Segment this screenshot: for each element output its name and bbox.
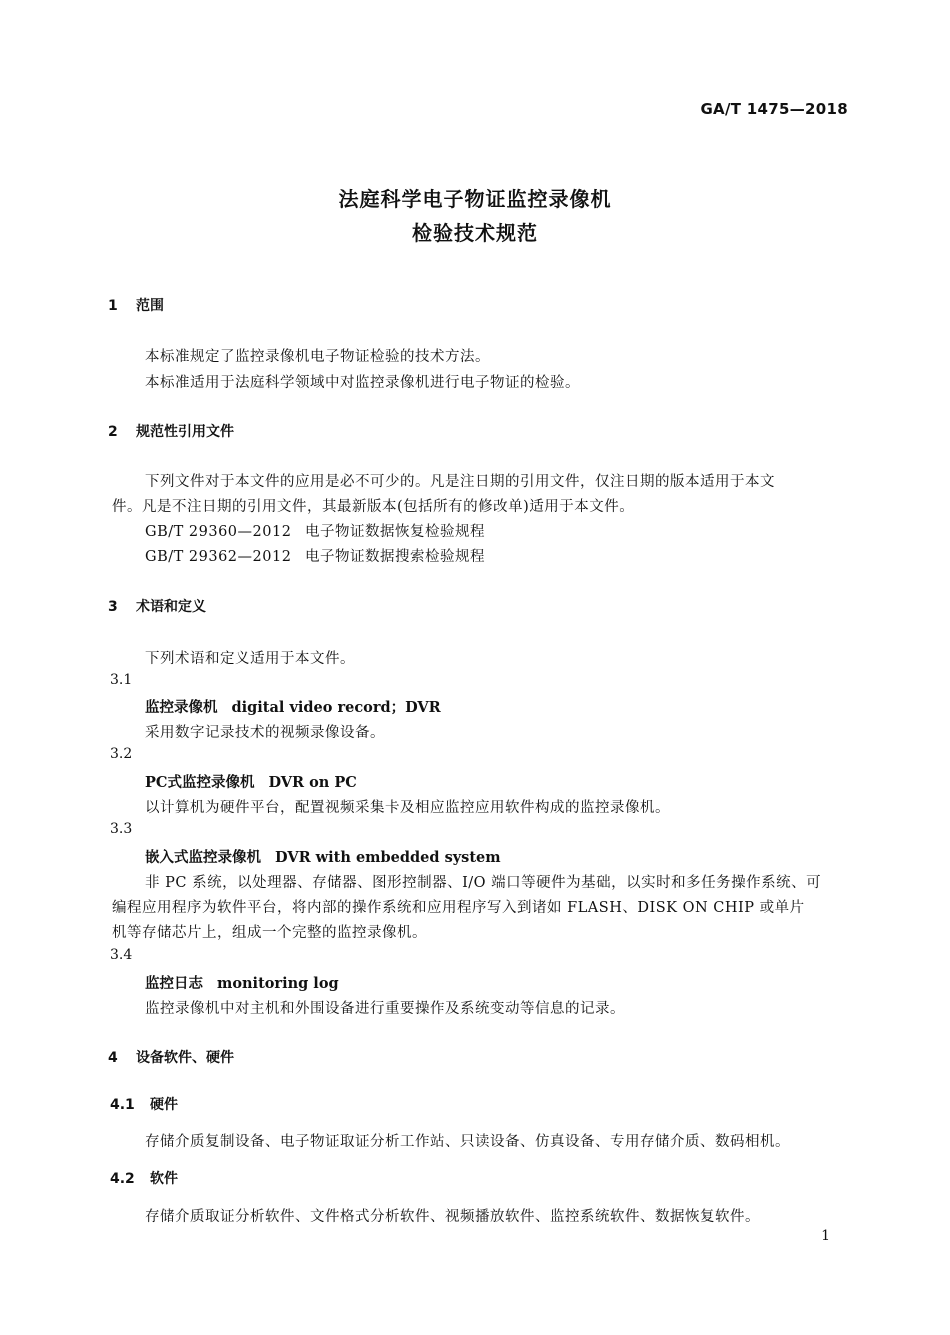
term-en: digital video record；DVR <box>231 699 441 716</box>
term-en: DVR on PC <box>268 774 357 791</box>
term-heading <box>145 771 357 792</box>
term-heading <box>145 846 501 867</box>
term-en: DVR with embedded system <box>275 849 501 866</box>
document-title-line1: 法庭科学电子物证监控录像机 <box>338 187 612 211</box>
term-number: 3.2 <box>110 746 133 762</box>
subsection-title: 硬件 <box>150 1097 178 1113</box>
document-title-line2: 检验技术规范 <box>412 221 538 245</box>
section-title: 规范性引用文件 <box>136 424 234 440</box>
section-2-heading <box>108 421 234 441</box>
normative-reference <box>145 520 485 541</box>
normative-reference <box>145 545 485 566</box>
paragraph: 存储介质复制设备、电子物证取证分析工作站、只读设备、仿真设备、专用存储介质、数码相机。 <box>145 1134 790 1150</box>
subsection-4-2-heading <box>110 1168 178 1188</box>
term-zh: 监控录像机 <box>145 699 218 716</box>
term-definition: 以计算机为硬件平台，配置视频采集卡及相应监控应用软件构成的监控录像机。 <box>145 800 670 816</box>
term-definition: 非 PC 系统，以处理器、存储器、图形控制器、I/O 端口等硬件为基础，以实时和多任务操作系统、可 <box>145 875 822 891</box>
section-4-heading <box>108 1047 234 1067</box>
subsection-number: 4.2 <box>110 1171 135 1187</box>
subsection-4-1-heading <box>110 1094 178 1114</box>
term-definition: 监控录像机中对主机和外围设备进行重要操作及系统变动等信息的记录。 <box>145 1001 625 1017</box>
section-number: 1 <box>108 298 118 314</box>
term-zh: PC式监控录像机 <box>145 774 255 791</box>
reference-name: 电子物证数据恢复检验规程 <box>305 524 485 540</box>
subsection-number: 4.1 <box>110 1097 135 1113</box>
paragraph: 存储介质取证分析软件、文件格式分析软件、视频播放软件、监控系统软件、数据恢复软件。 <box>145 1209 760 1225</box>
term-en: monitoring log <box>217 975 339 992</box>
term-zh: 嵌入式监控录像机 <box>145 849 261 866</box>
term-definition: 采用数字记录技术的视频录像设备。 <box>145 725 385 741</box>
section-number: 3 <box>108 599 118 615</box>
term-number: 3.3 <box>110 821 133 837</box>
term-number: 3.4 <box>110 947 133 963</box>
paragraph-continuation: 件。凡是不注日期的引用文件，其最新版本(包括所有的修改单)适用于本文件。 <box>112 499 635 515</box>
page-number: 1 <box>821 1228 830 1244</box>
paragraph: 下列文件对于本文件的应用是必不可少的。凡是注日期的引用文件，仅注日期的版本适用于本文 <box>145 474 775 490</box>
section-title: 设备软件、硬件 <box>136 1050 234 1066</box>
term-heading <box>145 972 339 993</box>
reference-name: 电子物证数据搜索检验规程 <box>305 549 485 565</box>
reference-code: GB/T 29362—2012 <box>145 549 292 565</box>
term-zh: 监控日志 <box>145 975 203 992</box>
section-title: 范围 <box>136 298 164 314</box>
paragraph: 下列术语和定义适用于本文件。 <box>145 651 355 667</box>
paragraph: 本标准规定了监控录像机电子物证检验的技术方法。 <box>145 349 490 365</box>
section-title: 术语和定义 <box>136 599 206 615</box>
term-number: 3.1 <box>110 672 133 688</box>
standard-code: GA/T 1475—2018 <box>700 100 848 118</box>
subsection-title: 软件 <box>150 1171 178 1187</box>
reference-code: GB/T 29360—2012 <box>145 524 292 540</box>
section-number: 4 <box>108 1050 118 1066</box>
section-number: 2 <box>108 424 118 440</box>
paragraph: 本标准适用于法庭科学领域中对监控录像机进行电子物证的检验。 <box>145 375 580 391</box>
term-definition-continuation: 机等存储芯片上，组成一个完整的监控录像机。 <box>112 925 427 941</box>
term-definition-continuation: 编程应用程序为软件平台，将内部的操作系统和应用程序写入到诸如 FLASH、DISK ON CHIP 或单片 <box>112 900 805 916</box>
section-3-heading <box>108 596 206 616</box>
term-heading <box>145 696 441 717</box>
section-1-heading <box>108 295 164 315</box>
